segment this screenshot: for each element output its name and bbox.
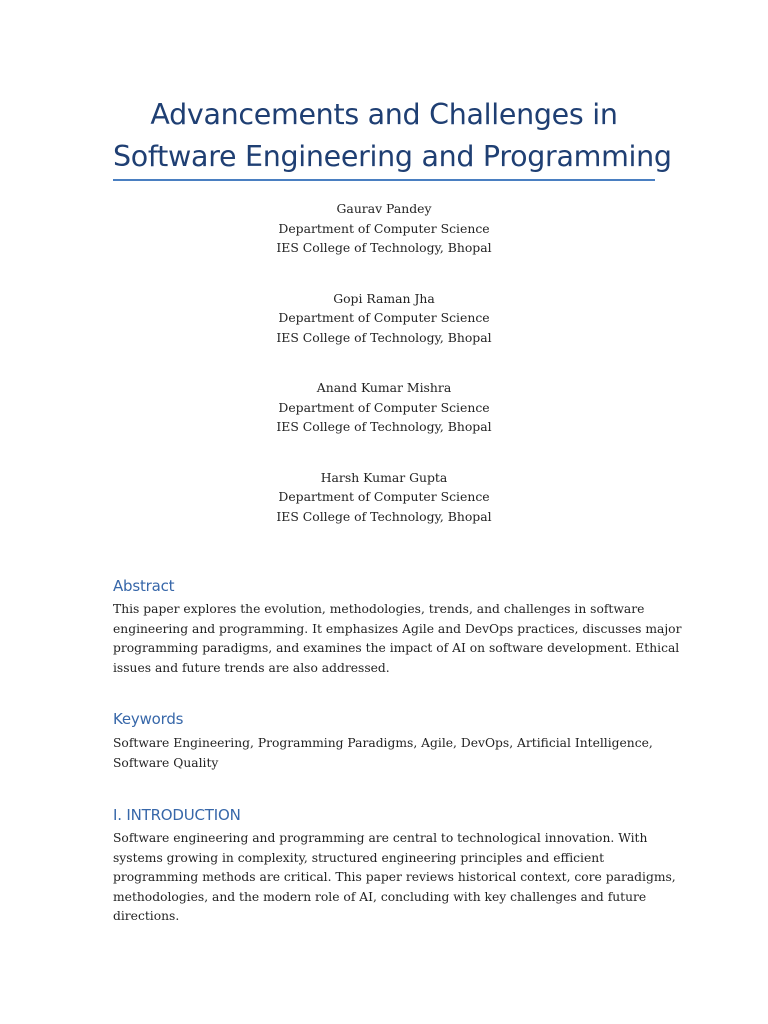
introduction-line: directions. [113, 909, 180, 923]
abstract-line: programming paradigms, and examines the impact of AI on software development. Ethical [113, 641, 680, 655]
keywords-line: Software Quality [113, 755, 219, 770]
title-line: Advancements and Challenges in [150, 98, 618, 131]
introduction-line: programming methods are critical. This paper reviews historical context, core paradigms, [113, 870, 676, 884]
title-underline-rule [113, 179, 655, 181]
introduction-heading: I. INTRODUCTION [113, 806, 241, 824]
abstract-text [113, 600, 682, 678]
keywords-heading: Keywords [113, 710, 184, 728]
author-department: Department of Computer Science [278, 399, 490, 415]
title-line: Software Engineering and Programming [113, 140, 672, 173]
author-institution: IES College of Technology, Bhopal [276, 240, 492, 255]
abstract-heading: Abstract [113, 577, 175, 595]
author-name: Harsh Kumar Gupta [320, 469, 448, 485]
author-block [113, 378, 655, 437]
paper-title [113, 94, 672, 178]
author-block [113, 289, 655, 348]
keywords-line: Software Engineering, Programming Paradigms, Agile, DevOps, Artificial Intelligence, [113, 736, 653, 750]
author-block [113, 199, 655, 258]
introduction-text [113, 829, 676, 927]
abstract-line: engineering and programming. It emphasizes Agile and DevOps practices, discusses major [113, 621, 682, 636]
introduction-line: Software engineering and programming are central to technological innovation. With [113, 831, 648, 845]
keywords-text [113, 734, 658, 773]
abstract-line: issues and future trends are also addressed. [113, 660, 390, 675]
author-institution: IES College of Technology, Bhopal [276, 508, 492, 524]
introduction-line: systems growing in complexity, structured engineering principles and efficient [113, 850, 605, 865]
introduction-line: methodologies, and the modern role of AI, concluding with key challenges and future [113, 889, 647, 904]
author-name: Gaurav Pandey [336, 201, 432, 216]
author-department: Department of Computer Science [278, 220, 490, 236]
author-institution: IES College of Technology, Bhopal [276, 419, 492, 434]
author-department: Department of Computer Science [278, 310, 490, 325]
author-name: Gopi Raman Jha [333, 290, 435, 306]
author-institution: IES College of Technology, Bhopal [276, 329, 492, 345]
abstract-line: This paper explores the evolution, methodologies, trends, and challenges in software [113, 602, 645, 616]
author-department: Department of Computer Science [278, 489, 490, 504]
author-block [113, 468, 655, 527]
author-name: Anand Kumar Mishra [316, 380, 452, 395]
